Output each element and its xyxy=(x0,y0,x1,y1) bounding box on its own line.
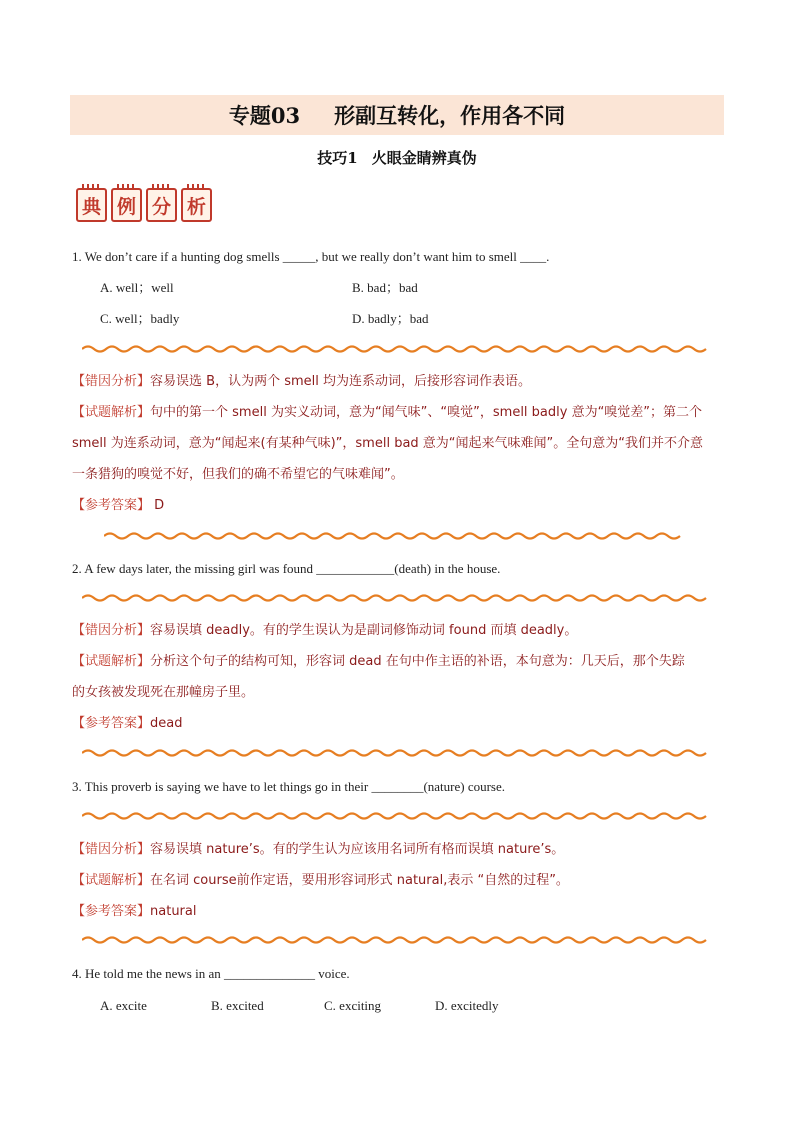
solution-tag: 【试题解析】 xyxy=(72,405,151,420)
solution-text: 分析这个句子的结构可知，形容词 dead 在句中作主语的补语，本句意为：几天后，那个失踪 xyxy=(150,654,685,669)
q1-error-analysis xyxy=(72,374,531,390)
question-2-stem: 2. A few days later, the missing girl was found ____________(death) in the house. xyxy=(72,561,501,576)
q4-option-d: D. excitedly xyxy=(435,998,499,1013)
solution-text: 在名词 course前作定语，要用形容词形式 natural,表示 “自然的过程”。 xyxy=(150,873,569,888)
question-1-stem: 1. We don’t care if a hunting dog smells _____, but we really don’t want him to smell ____. xyxy=(72,249,550,264)
q1-solution-line-1 xyxy=(72,405,702,421)
badge-char: 析 xyxy=(181,188,212,222)
answer-text: natural xyxy=(150,904,197,919)
skill-number: 技巧1 xyxy=(317,149,358,167)
q2-answer xyxy=(72,716,182,732)
solution-tag: 【试题解析】 xyxy=(72,654,151,669)
q2-error-analysis xyxy=(72,623,577,639)
wave-divider xyxy=(82,344,710,354)
skill-name: 火眼金睛辨真伪 xyxy=(371,149,477,167)
q3-error-analysis xyxy=(72,842,564,858)
question-4-stem: 4. He told me the news in an ______________ voice. xyxy=(72,966,350,981)
answer-tag: 【参考答案】 xyxy=(72,498,151,513)
badge-char: 典 xyxy=(76,188,107,222)
error-text: 容易误填 deadly。有的学生误认为是副词修饰动词 found 而填 deadly。 xyxy=(150,623,578,638)
q1-solution-line-3: 一条猎狗的嗅觉不好，但我们的确不希望它的气味难闻”。 xyxy=(72,467,404,482)
q1-answer xyxy=(72,498,164,514)
skill-heading xyxy=(0,147,794,168)
solution-tag: 【试题解析】 xyxy=(72,873,151,888)
q2-solution-line-1 xyxy=(72,654,685,670)
error-text: 容易误选 B，认为两个 smell 均为连系动词，后接形容词作表语。 xyxy=(150,374,531,389)
error-tag: 【错因分析】 xyxy=(72,374,151,389)
badge-char: 例 xyxy=(111,188,142,222)
q4-option-a: A. excite xyxy=(100,998,147,1013)
error-tag: 【错因分析】 xyxy=(72,842,151,857)
page-title-bar xyxy=(70,95,724,135)
q1-option-c: C. well；badly xyxy=(100,311,180,326)
wave-divider xyxy=(82,593,710,603)
error-text: 容易误填 nature’s。有的学生认为应该用名词所有格而误填 nature’s。 xyxy=(150,842,565,857)
answer-text: dead xyxy=(150,716,183,731)
page-title: 形副互转化，作用各不同 xyxy=(334,103,566,128)
wave-divider xyxy=(82,811,710,821)
topic-number: 专题03 xyxy=(228,103,301,128)
answer-text: D xyxy=(150,498,165,513)
section-badge xyxy=(76,188,212,222)
q4-option-c: C. exciting xyxy=(324,998,382,1013)
error-tag: 【错因分析】 xyxy=(72,623,151,638)
q1-solution-line-2: smell 为连系动词，意为“闻起来(有某种气味)”，smell bad 意为“闻起来气味难闻”。全句意为“我们并不介意 xyxy=(72,436,704,451)
wave-divider xyxy=(82,935,710,945)
question-3-stem: 3. This proverb is saying we have to let things go in their ________(nature) course. xyxy=(72,779,506,794)
q2-solution-line-2: 的女孩被发现死在那幢房子里。 xyxy=(72,685,255,700)
solution-text: 句中的第一个 smell 为实义动词，意为“闻气味”、“嗅觉”，smell badly 意为“嗅觉差”；第二个 xyxy=(150,405,703,420)
q1-option-d: D. badly；bad xyxy=(352,311,429,326)
answer-tag: 【参考答案】 xyxy=(72,904,151,919)
q3-solution xyxy=(72,873,569,889)
q1-option-b: B. bad；bad xyxy=(352,280,418,295)
q1-option-a: A. well；well xyxy=(100,280,174,295)
q4-option-b: B. excited xyxy=(211,998,264,1013)
badge-char: 分 xyxy=(146,188,177,222)
answer-tag: 【参考答案】 xyxy=(72,716,151,731)
wave-divider xyxy=(104,531,688,541)
q3-answer xyxy=(72,904,196,920)
wave-divider xyxy=(82,748,710,758)
